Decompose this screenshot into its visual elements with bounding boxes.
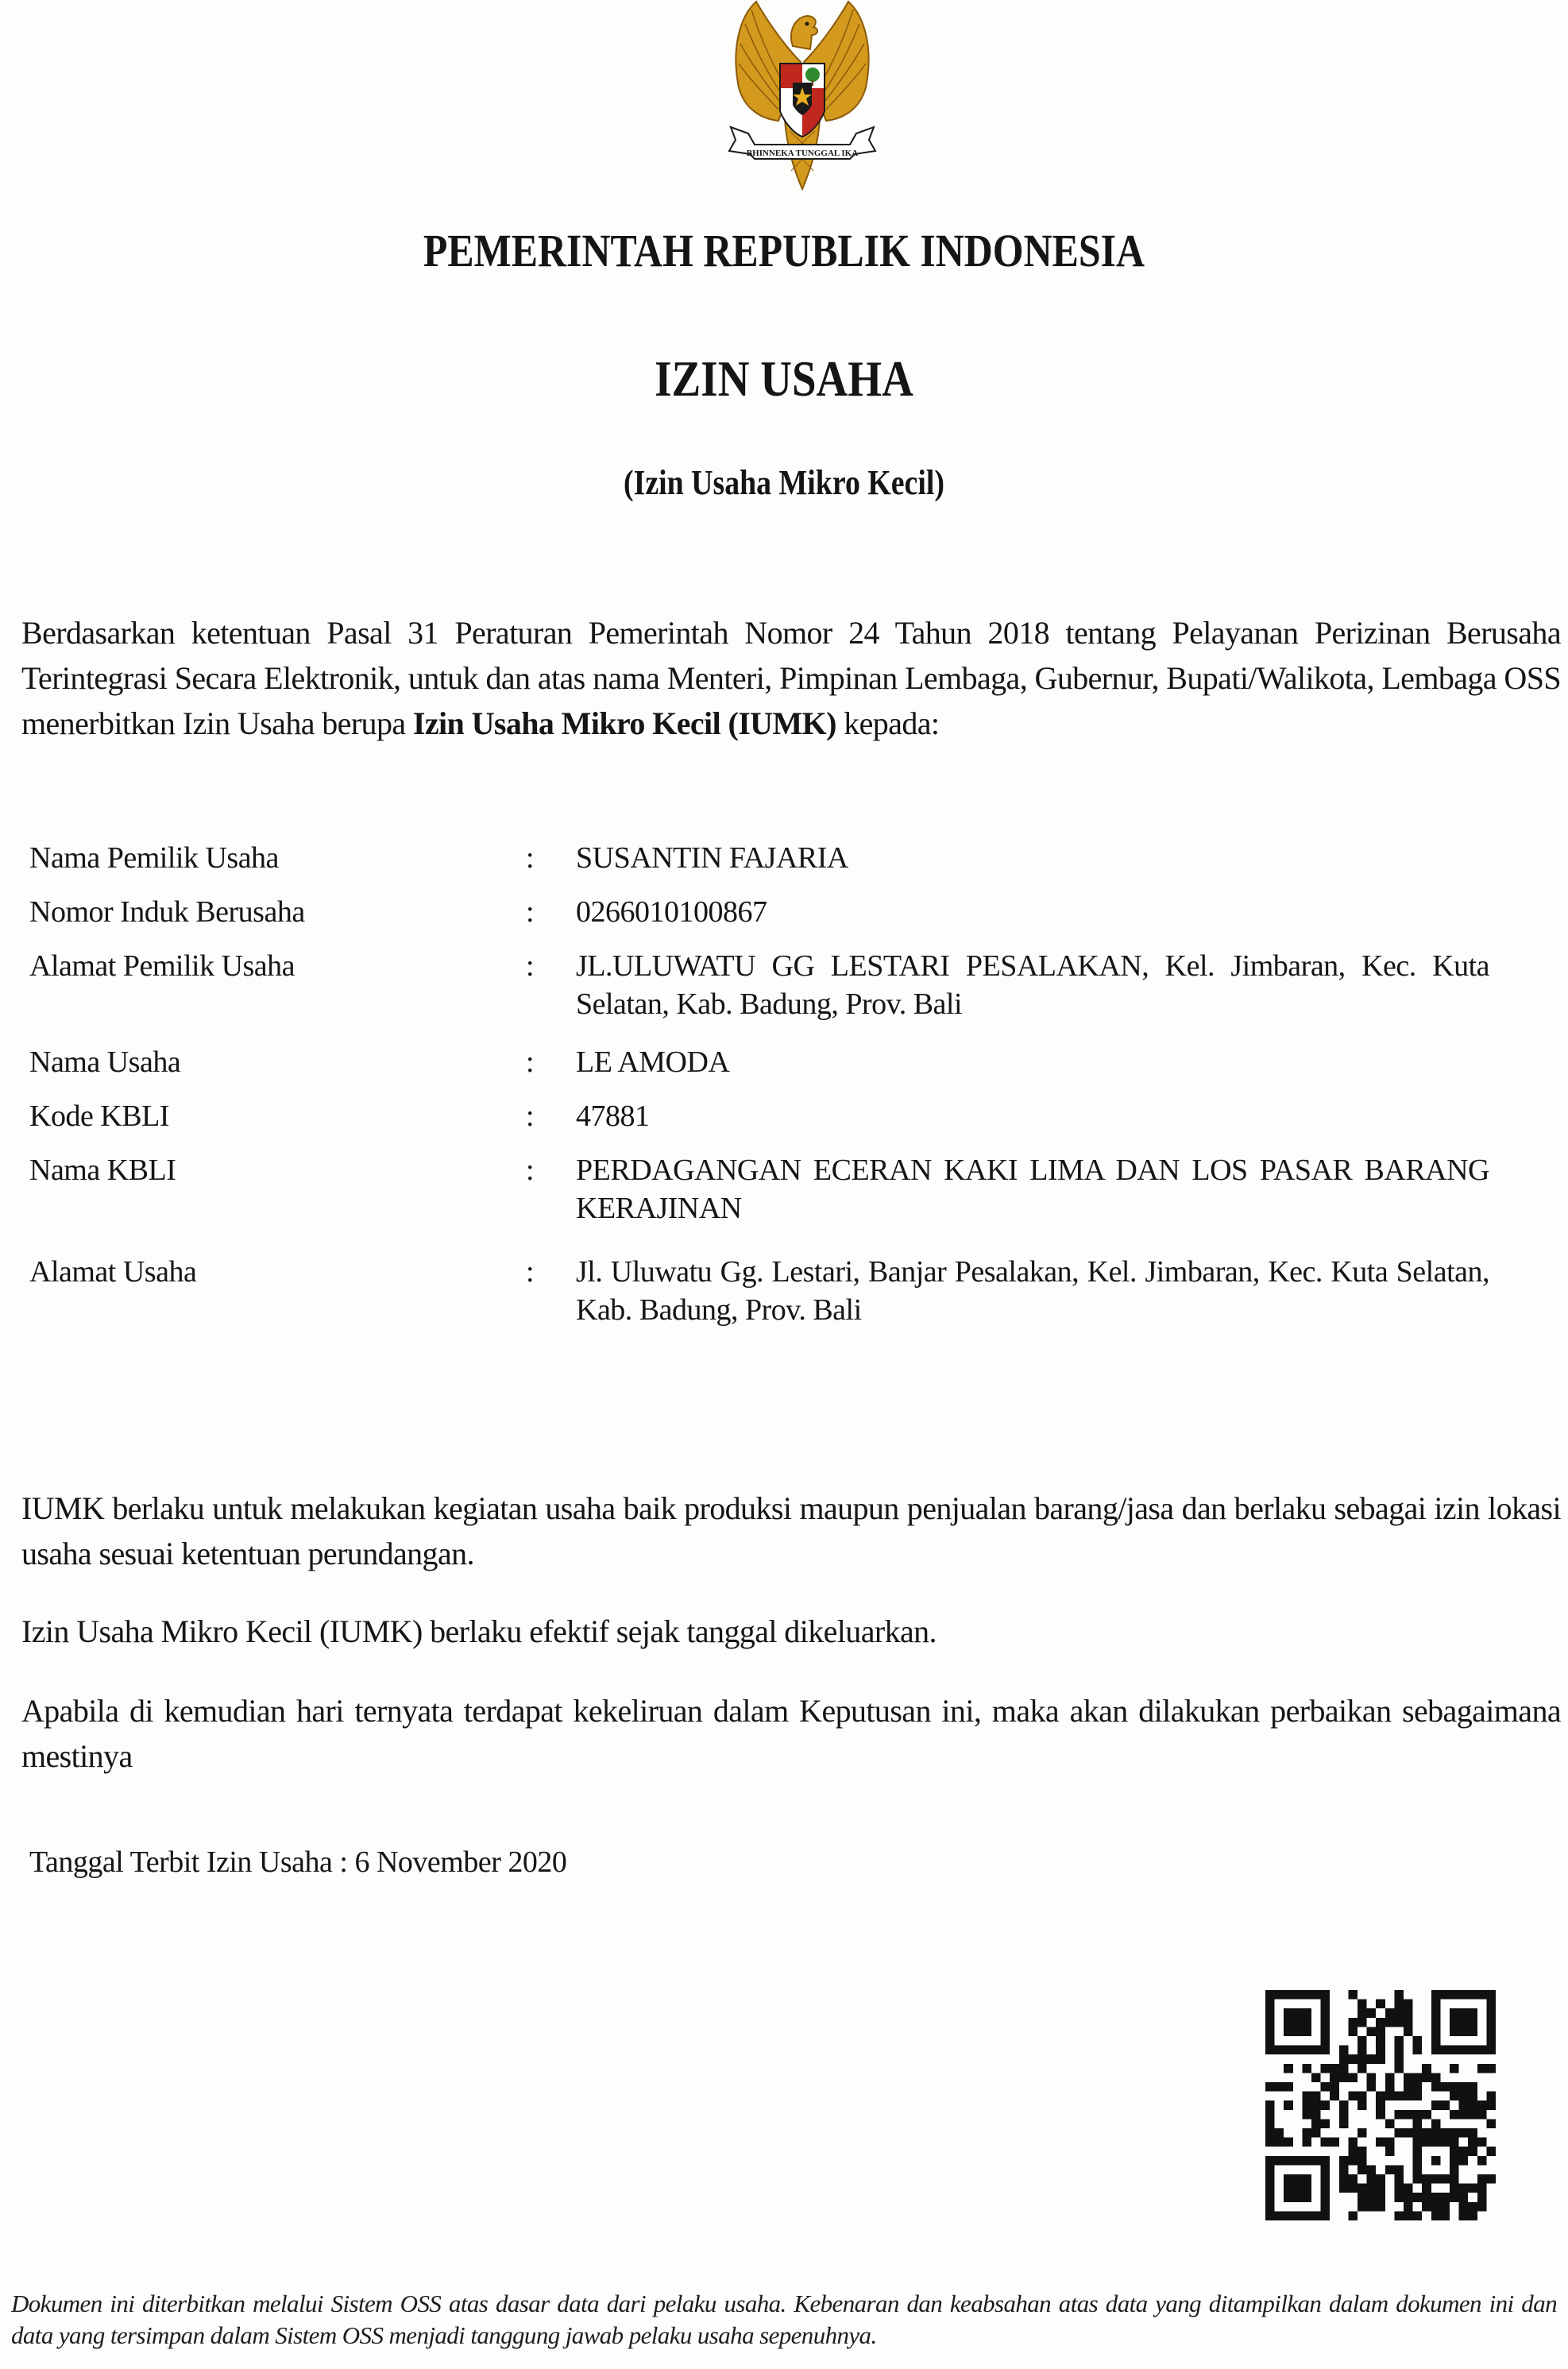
- field-label: Nama KBLI: [29, 1154, 176, 1187]
- footer-disclaimer: Dokumen ini diterbitkan melalui Sistem OSS atas dasar data dari pelaku usaha. Kebenaran dan keabsahan atas data yang ditampilkan dalam dokumen ini dan data yang tersimpan dalam Sistem OSS menjadi tanggung jawab pelaku usaha sepenuhnya.: [11, 2290, 1557, 2349]
- field-row-owner-name: [29, 839, 1491, 893]
- field-value: JL.ULUWATU GG LESTARI PESALAKAN, Kel. Jimbaran, Kec. Kuta Selatan, Kab. Badung, Prov. Bali: [576, 949, 1489, 1021]
- field-label: Alamat Pemilik Usaha: [29, 949, 295, 983]
- field-value: Jl. Uluwatu Gg. Lestari, Banjar Pesalakan, Kel. Jimbaran, Kec. Kuta Selatan, Kab. Badung, Prov. Bali: [576, 1255, 1489, 1327]
- field-label: Nomor Induk Berusaha: [29, 895, 305, 929]
- field-row-business-name: [29, 1043, 1491, 1097]
- field-value: SUSANTIN FAJARIA: [576, 841, 848, 875]
- intro-text-end: kepada:: [836, 705, 940, 741]
- field-separator: :: [526, 1045, 535, 1079]
- field-value: 0266010100867: [576, 895, 767, 929]
- field-separator: :: [526, 895, 535, 929]
- field-label: Alamat Usaha: [29, 1255, 197, 1289]
- field-row-owner-address: [29, 947, 1491, 1043]
- field-label: Kode KBLI: [29, 1099, 169, 1133]
- issue-date-line: [29, 1845, 566, 1880]
- document-title: IZIN USAHA: [655, 350, 913, 407]
- qr-code-icon: [1265, 1990, 1496, 2220]
- field-separator: :: [526, 1154, 535, 1187]
- correction-paragraph: Apabila di kemudian hari ternyata terdapat kekeliruan dalam Keputusan ini, maka akan dilakukan perbaikan sebagaimana mestinya: [21, 1693, 1561, 1774]
- emblem-motto: BHINNEKA TUNGGAL IKA: [746, 149, 859, 158]
- issue-date-label: Tanggal Terbit Izin Usaha: [29, 1845, 333, 1879]
- field-label: Nama Pemilik Usaha: [29, 841, 279, 875]
- government-heading: PEMERINTAH REPUBLIK INDONESIA: [423, 225, 1145, 276]
- validity-paragraph: IUMK berlaku untuk melakukan kegiatan usaha baik produksi maupun penjualan barang/jasa dan berlaku sebagai izin lokasi usaha sesuai ketentuan perundangan.: [21, 1490, 1561, 1571]
- license-fields: [29, 839, 1491, 1332]
- field-row-business-address: [29, 1253, 1491, 1332]
- garuda-pancasila-emblem-icon: [699, 0, 906, 195]
- intro-bold-license-type: Izin Usaha Mikro Kecil (IUMK): [412, 705, 836, 741]
- field-separator: :: [526, 949, 535, 983]
- field-separator: :: [526, 841, 535, 875]
- document-subtitle: (Izin Usaha Mikro Kecil): [624, 463, 944, 502]
- field-label: Nama Usaha: [29, 1045, 181, 1079]
- intro-paragraph: [21, 610, 1561, 746]
- field-value: 47881: [576, 1099, 650, 1133]
- field-separator: :: [526, 1255, 535, 1289]
- field-value: PERDAGANGAN ECERAN KAKI LIMA DAN LOS PASAR BARANG KERAJINAN: [576, 1154, 1489, 1225]
- intro-text: Berdasarkan ketentuan Pasal 31 Peraturan Pemerintah Nomor 24 Tahun 2018 tentang Pelayanan Perizinan Berusaha Terintegrasi Secara Elektronik, untuk dan atas nama Menteri, Pimpinan Lembaga, Gubernur, Bupati/Walikota, Lembaga OSS menerbitkan Izin Usaha berupa: [21, 615, 1561, 741]
- field-row-kbli-name: [29, 1151, 1491, 1253]
- issue-date-separator: :: [339, 1845, 348, 1879]
- field-row-kbli-code: [29, 1097, 1491, 1151]
- effective-paragraph: Izin Usaha Mikro Kecil (IUMK) berlaku efektif sejak tanggal dikeluarkan.: [21, 1613, 937, 1649]
- field-separator: :: [526, 1099, 535, 1133]
- field-row-business-id-number: [29, 893, 1491, 947]
- issue-date-value: 6 November 2020: [354, 1845, 567, 1879]
- field-value: LE AMODA: [576, 1045, 730, 1079]
